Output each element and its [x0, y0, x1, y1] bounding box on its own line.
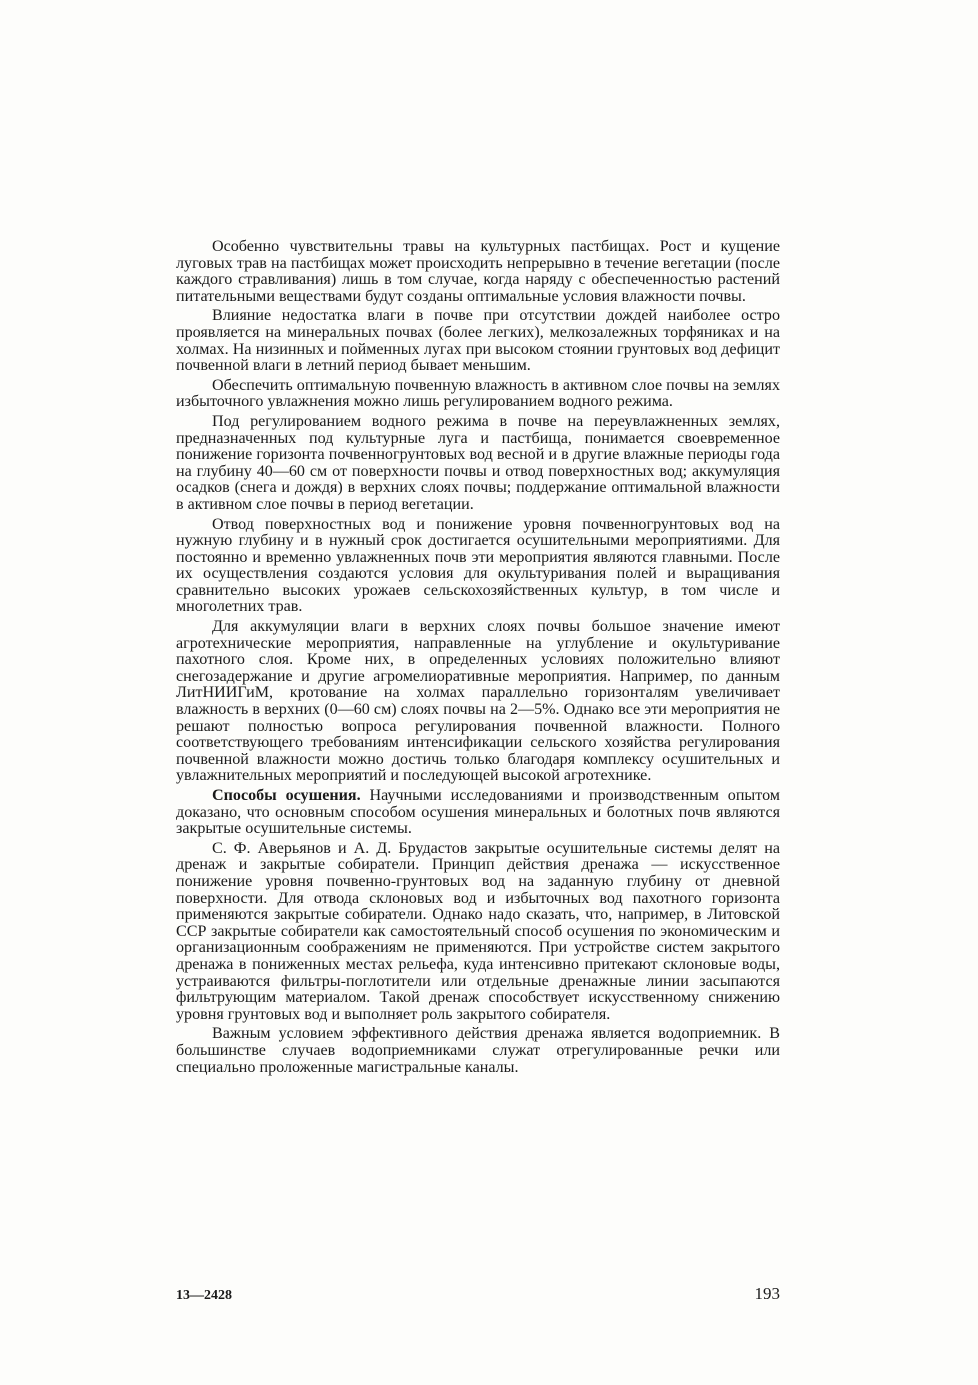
paragraph-5: Отвод поверхностных вод и понижение уровня почвенногрунтовых вод на нужную глубину и в нужный срок достигается осушительными мероприятиями. Для постоянно и временно увлажненных почв эти мероприятия являются главными. После их осуществления создаются условия для окультуривания полей и выращивания сравнительно высоких урожаев сельскохозяйственных культур, в том числе и многолетних трав.: [176, 515, 780, 616]
paragraph-4: Под регулированием водного режима в почве на переувлажненных землях, предназначенных под культурные луга и пастбища, понимается своевременное понижение горизонта почвенногрунтовых вод весной и в другие влажные периоды года на глубину 40—60 см от поверхности почвы и отвод поверхностных вод; аккумуляция осадков (снега и дождя) в верхних слоях почвы; поддержание оптимальной влажности в активном слое почвы в период вегетации.: [176, 412, 780, 513]
paragraph-2: Влияние недостатка влаги в почве при отсутствии дождей наиболее остро проявляется на минеральных почвах (более легких), мелкозалежных торфяниках и на холмах. На низинных и пойменных лугах при высоком стоянии грунтовых вод дефицит почвенной влаги в летний период бывает меньшим.: [176, 307, 780, 375]
page-number: 193: [754, 1284, 780, 1303]
paragraph-8: С. Ф. Аверьянов и А. Д. Брудастов закрытые осушительные системы делят на дренаж и закрытые собиратели. Принцип действия дренажа — искусственное понижение уровня почвенно-грунтовых вод на заданную глубину от дневной поверхности. Для отвода склоновых вод и избыточных вод пахотного горизонта применяются закрытые собиратели. Однако надо сказать, что, например, в Литовской ССР закрытые собиратели как самостоятельный способ осушения по экономическим и организационным соображениям не применяются. При устройстве систем закрытого дренажа в пониженных местах рельефа, куда интенсивно притекают склоновые воды, устраиваются фильтры-поглотители или отдельные дренажные линии засыпаются фильтрующим материалом. Такой дренаж способствует искусственному снижению уровня грунтовых вод и выполняет роль закрытого собирателя.: [176, 839, 780, 1023]
paragraph-7-drainage-methods: [176, 788, 780, 838]
paragraph-1: Особенно чувствительны травы на культурных пастбищах. Рост и кущение луговых трав на пастбищах может происходить непрерывно в течение вегетации (после каждого стравливания) лишь в том случае, когда наряду с обеспеченностью растений питательными веществами будут созданы оптимальные условия влажности почвы.: [176, 238, 780, 305]
page-footer: [176, 1284, 780, 1306]
run-in-heading: Способы осушения.: [212, 787, 361, 804]
paragraph-9: Важным условием эффективного действия дренажа является водоприемник. В большинстве случаев водоприемниками служат отрегулированные речки или специально проложенные магистральные каналы.: [176, 1025, 780, 1076]
paragraph-6: Для аккумуляции влаги в верхних слоях почвы большое значение имеют агротехнические мероприятия, направленные на углубление и окультуривание пахотного слоя. Кроме них, в определенных условиях положительно влияют снегозадержание и другие агромелиоративные мероприятия. Например, по данным ЛитНИИГиМ, кротование на холмах параллельно горизонталям увеличивает влажность в верхних (0—60 см) слоях почвы на 2—5%. Однако все эти мероприятия не решают полностью вопроса регулирования почвенной влажности. Полного соответствующего требованиям интенсификации сельского хозяйства регулирования почвенной влажности можно достичь только благодаря комплексу осушительных и увлажнительных мероприятий и последующей высокой агротехнике.: [176, 618, 780, 785]
printer-signature: 13—2428: [176, 1288, 232, 1303]
paragraph-3: Обеспечить оптимальную почвенную влажность в активном слое почвы на землях избыточного увлажнения можно лишь регулированием водного режима.: [176, 376, 780, 411]
paragraph-7-text: Научными исследованиями и производственным опытом доказано, что основным способом осушения минеральных и болотных почв являются закрытые осушительные системы.: [176, 787, 780, 838]
body-text: [176, 239, 780, 1079]
